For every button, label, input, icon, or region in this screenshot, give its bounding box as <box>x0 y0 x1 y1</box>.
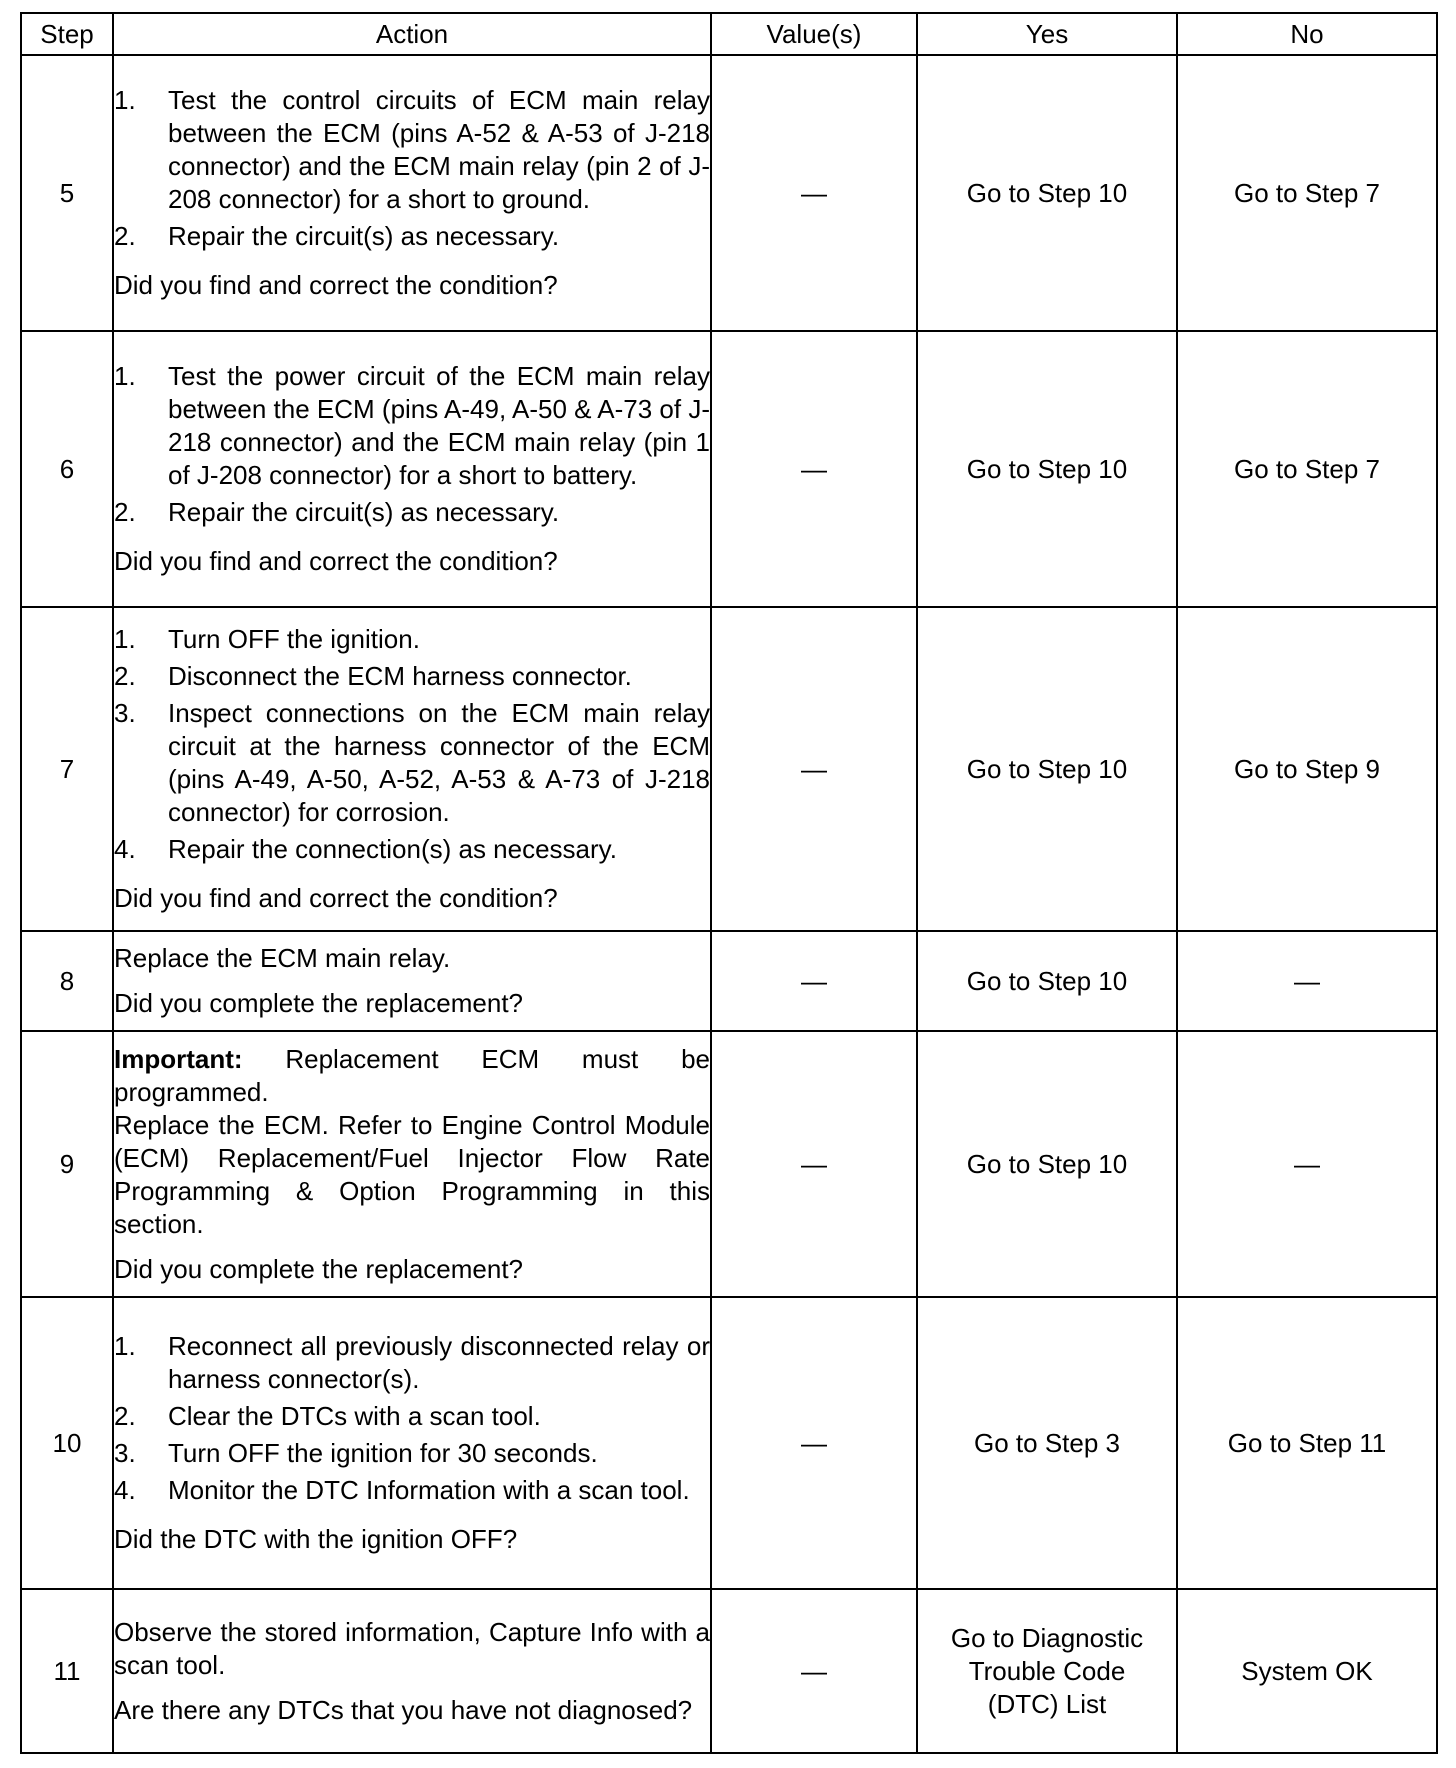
values-cell: — <box>711 55 917 331</box>
question-text: Did you find and correct the condition? <box>114 546 558 576</box>
action-list <box>114 1330 710 1511</box>
important-text: Replacement ECM must be programmed. <box>114 1043 710 1107</box>
header-step: Step <box>21 13 113 55</box>
action-text: Replace the ECM main relay. <box>114 943 451 973</box>
no-cell: — <box>1177 931 1437 1031</box>
step-number: 5 <box>21 55 113 331</box>
no-cell: — <box>1177 1031 1437 1297</box>
important-label: Important: <box>114 1043 243 1074</box>
list-item: 1. Test the power circuit of the ECM main relay between the ECM (pins A-49, A-50 & A-73 of J-218 connector) and the ECM main relay (pin 1 of J-208 connector) for a short to battery. <box>114 361 710 490</box>
list-item: 2. Repair the circuit(s) as necessary. <box>114 497 560 527</box>
action-list <box>114 623 710 870</box>
action-list <box>114 360 710 533</box>
action-list <box>114 84 710 257</box>
yes-cell: Go to Step 10 <box>917 55 1177 331</box>
step-number: 6 <box>21 331 113 607</box>
table-row <box>21 1031 1437 1297</box>
no-cell: Go to Step 7 <box>1177 331 1437 607</box>
values-cell: — <box>711 1031 917 1297</box>
yes-line: Go to Diagnostic <box>950 1622 1144 1653</box>
table-row <box>21 55 1437 331</box>
header-row <box>21 13 1437 55</box>
yes-cell: Go to Step 10 <box>917 931 1177 1031</box>
yes-cell: Go to Step 10 <box>917 331 1177 607</box>
question-text: Did you find and correct the condition? <box>114 270 558 300</box>
header-yes: Yes <box>917 13 1177 55</box>
action-cell <box>113 607 711 931</box>
header-no: No <box>1177 13 1437 55</box>
list-item: 4. Repair the connection(s) as necessary. <box>114 834 617 864</box>
step-number: 10 <box>21 1297 113 1589</box>
step-number: 7 <box>21 607 113 931</box>
values-cell: — <box>711 1297 917 1589</box>
table-row <box>21 931 1437 1031</box>
action-cell <box>113 55 711 331</box>
values-cell: — <box>711 331 917 607</box>
step-number: 11 <box>21 1589 113 1753</box>
question-text: Did you complete the replacement? <box>114 988 524 1018</box>
list-item: 3. Inspect connections on the ECM main relay circuit at the harness connector of the ECM (pins A-49, A-50, A-52, A-53 & A-73 of J-218 connector) for corrosion. <box>114 698 710 827</box>
action-text: Replace the ECM. Refer to Engine Control Module (ECM) Replacement/Fuel Injector Flow Rate Programming & Option Programming in this section. <box>114 1109 710 1239</box>
values-cell: — <box>711 607 917 931</box>
question-text: Did the DTC with the ignition OFF? <box>114 1524 518 1554</box>
action-cell <box>113 1031 711 1297</box>
question-text: Did you find and correct the condition? <box>114 883 558 913</box>
values-cell: — <box>711 1589 917 1753</box>
list-item: 2. Repair the circuit(s) as necessary. <box>114 221 560 251</box>
list-item: 1. Turn OFF the ignition. <box>114 624 420 654</box>
action-cell <box>113 331 711 607</box>
question-text: Did you complete the replacement? <box>114 1253 524 1284</box>
no-cell: Go to Step 11 <box>1177 1297 1437 1589</box>
table-row <box>21 331 1437 607</box>
yes-line: Trouble Code <box>968 1655 1126 1686</box>
step-number: 8 <box>21 931 113 1031</box>
action-cell <box>113 1297 711 1589</box>
values-cell: — <box>711 931 917 1031</box>
no-cell: System OK <box>1177 1589 1437 1753</box>
yes-line: (DTC) List <box>987 1688 1107 1719</box>
important-note <box>114 1043 710 1109</box>
header-values: Value(s) <box>711 13 917 55</box>
yes-cell: Go to Step 3 <box>917 1297 1177 1589</box>
list-item: 2. Clear the DTCs with a scan tool. <box>114 1401 541 1431</box>
header-action: Action <box>113 13 711 55</box>
list-item: 4. Monitor the DTC Information with a scan tool. <box>114 1475 690 1505</box>
question-text: Are there any DTCs that you have not diagnosed? <box>114 1694 693 1725</box>
table-row <box>21 1589 1437 1753</box>
list-item: 1. Reconnect all previously disconnected relay or harness connector(s). <box>114 1331 710 1394</box>
diagnostic-table <box>20 12 1438 1754</box>
no-cell: Go to Step 9 <box>1177 607 1437 931</box>
no-cell: Go to Step 7 <box>1177 55 1437 331</box>
yes-cell: Go to Step 10 <box>917 607 1177 931</box>
action-cell <box>113 1589 711 1753</box>
action-text: Observe the stored information, Capture Info with a scan tool. <box>114 1616 710 1680</box>
list-item: 3. Turn OFF the ignition for 30 seconds. <box>114 1438 598 1468</box>
table-row <box>21 1297 1437 1589</box>
step-number: 9 <box>21 1031 113 1297</box>
action-cell <box>113 931 711 1031</box>
list-item: 1. Test the control circuits of ECM main relay between the ECM (pins A-52 & A-53 of J-218 connector) and the ECM main relay (pin 2 of J-208 connector) for a short to ground. <box>114 85 710 214</box>
table-row <box>21 607 1437 931</box>
list-item: 2. Disconnect the ECM harness connector. <box>114 661 632 691</box>
yes-cell <box>917 1589 1177 1753</box>
yes-cell: Go to Step 10 <box>917 1031 1177 1297</box>
